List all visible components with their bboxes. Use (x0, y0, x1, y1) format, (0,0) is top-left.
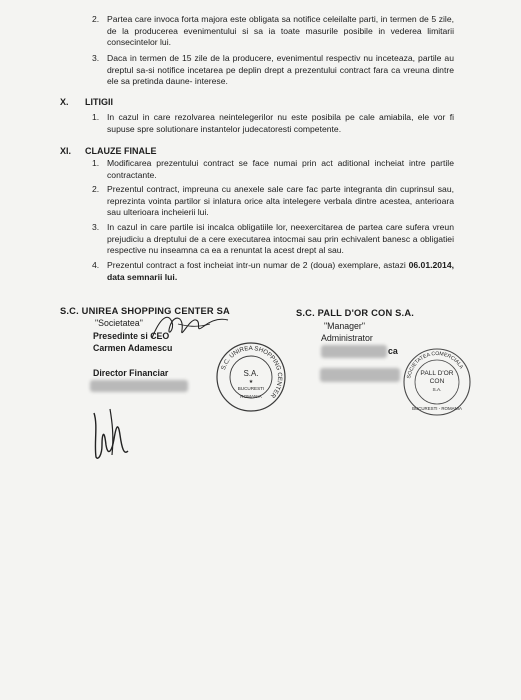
clause-item (92, 53, 454, 89)
clause-text-main: Prezentul contract a fost incheiat intr-un numar de 2 (doua) exemplare, astazi (107, 260, 406, 270)
unirea-stamp (206, 344, 296, 407)
palldor-stamp (402, 346, 472, 418)
clause-text: In cazul in care rezolvarea neintelegerilor nu este posibila pe cale amiabila, ele vor fi supuse spre solutionare instantelor judecatoresti competente. (107, 112, 454, 134)
left-signatory-name: Carmen Adamescu (93, 343, 173, 353)
stamp-ring-text: SOCIETATEA COMERCIALA (406, 350, 465, 380)
clause-number: 1. (92, 112, 100, 122)
clause-number: 2. (92, 14, 100, 24)
stamp-line-3: S.A. (432, 388, 442, 393)
redacted-name (321, 345, 387, 358)
clause-text: Daca in termen de 15 zile de la producere, evenimentul respectiv nu inceteaza, partile au dreptul sa-si notifice incetarea pe deplin drept a prezentului contract fara ca vreuna dintre ele sa pretinda daune- interese. (107, 53, 454, 86)
clause-text: Modificarea prezentului contract se face numai prin act aditional incheiat intre partile contractante. (107, 158, 454, 180)
clause-item (92, 158, 454, 182)
right-role-label: "Manager" (324, 321, 365, 331)
clause-number: 4. (92, 260, 100, 270)
stamp-line-2: CON (429, 378, 445, 385)
stamp-center-text: S.A. (243, 369, 259, 378)
stamp-ring-text: S.C. UNIREA SHOPPING CENTER (220, 344, 284, 400)
left-company-name: S.C. UNIREA SHOPPING CENTER SA (60, 306, 230, 316)
section-title: LITIGII (85, 97, 113, 107)
clause-item (92, 260, 454, 284)
clause-item (92, 112, 454, 136)
section-title: CLAUZE FINALE (85, 146, 157, 156)
clause-item (92, 14, 454, 50)
clause-text: Prezentul contract, impreuna cu anexele sale care fac parte integranta din cuprinsul sau, reprezinta vointa partilor si inlatura orice alta intelegere verbala dintre acestea, anterioara sau ulterioara incheierii lui. (107, 184, 454, 217)
clause-text: Partea care invoca forta majora este obligata sa notifice celeilalte parti, in termen de 5 zile, de la producerea evenimentului si sa ia toate masurile posibile in vederea limitarii consecintelor lui. (107, 14, 454, 47)
redacted-signature (320, 368, 400, 382)
redacted-name (90, 380, 188, 392)
right-partial-text: ca (388, 346, 398, 356)
section-number: X. (60, 97, 69, 107)
clause-item (92, 184, 454, 220)
financial-director-signature (88, 405, 136, 465)
contract-date: 06.01.2014, (408, 260, 455, 270)
right-company-name: S.C. PALL D'OR CON S.A. (296, 308, 415, 318)
stamp-city: BUCURESTI (237, 386, 265, 391)
stamp-line-1: PALL D'OR (420, 370, 454, 377)
clause-number: 2. (92, 184, 100, 194)
clause-item (92, 222, 454, 258)
stamp-bottom-text: BUCURESTI - ROMANIA (412, 406, 462, 411)
right-role-title: Administrator (321, 333, 373, 343)
stamp-country: ROMANIA (240, 394, 262, 399)
stamp-star: ★ (248, 379, 254, 385)
clause-number: 3. (92, 222, 100, 232)
clause-number: 3. (92, 53, 100, 63)
clause-number: 1. (92, 158, 100, 168)
left-role-title: Presedinte si CEO (93, 331, 170, 341)
left-role-label: "Societatea" (95, 318, 143, 328)
left-role-title-2: Director Financiar (93, 368, 169, 378)
clause-text: In cazul in care partile isi incalca obligatiile lor, neexercitarea de partea care sufera vreun prejudiciu a dreptului de a cere executarea intocmai sau prin echivalent banesc a obligatiei respective nu inseamna ca ea a renuntat la acest drept al sau. (107, 222, 454, 255)
left-signature-mark (150, 308, 230, 348)
section-number: XI. (60, 146, 72, 156)
clause-text (107, 260, 454, 283)
clause-text-end: data semnarii lui. (107, 271, 178, 282)
